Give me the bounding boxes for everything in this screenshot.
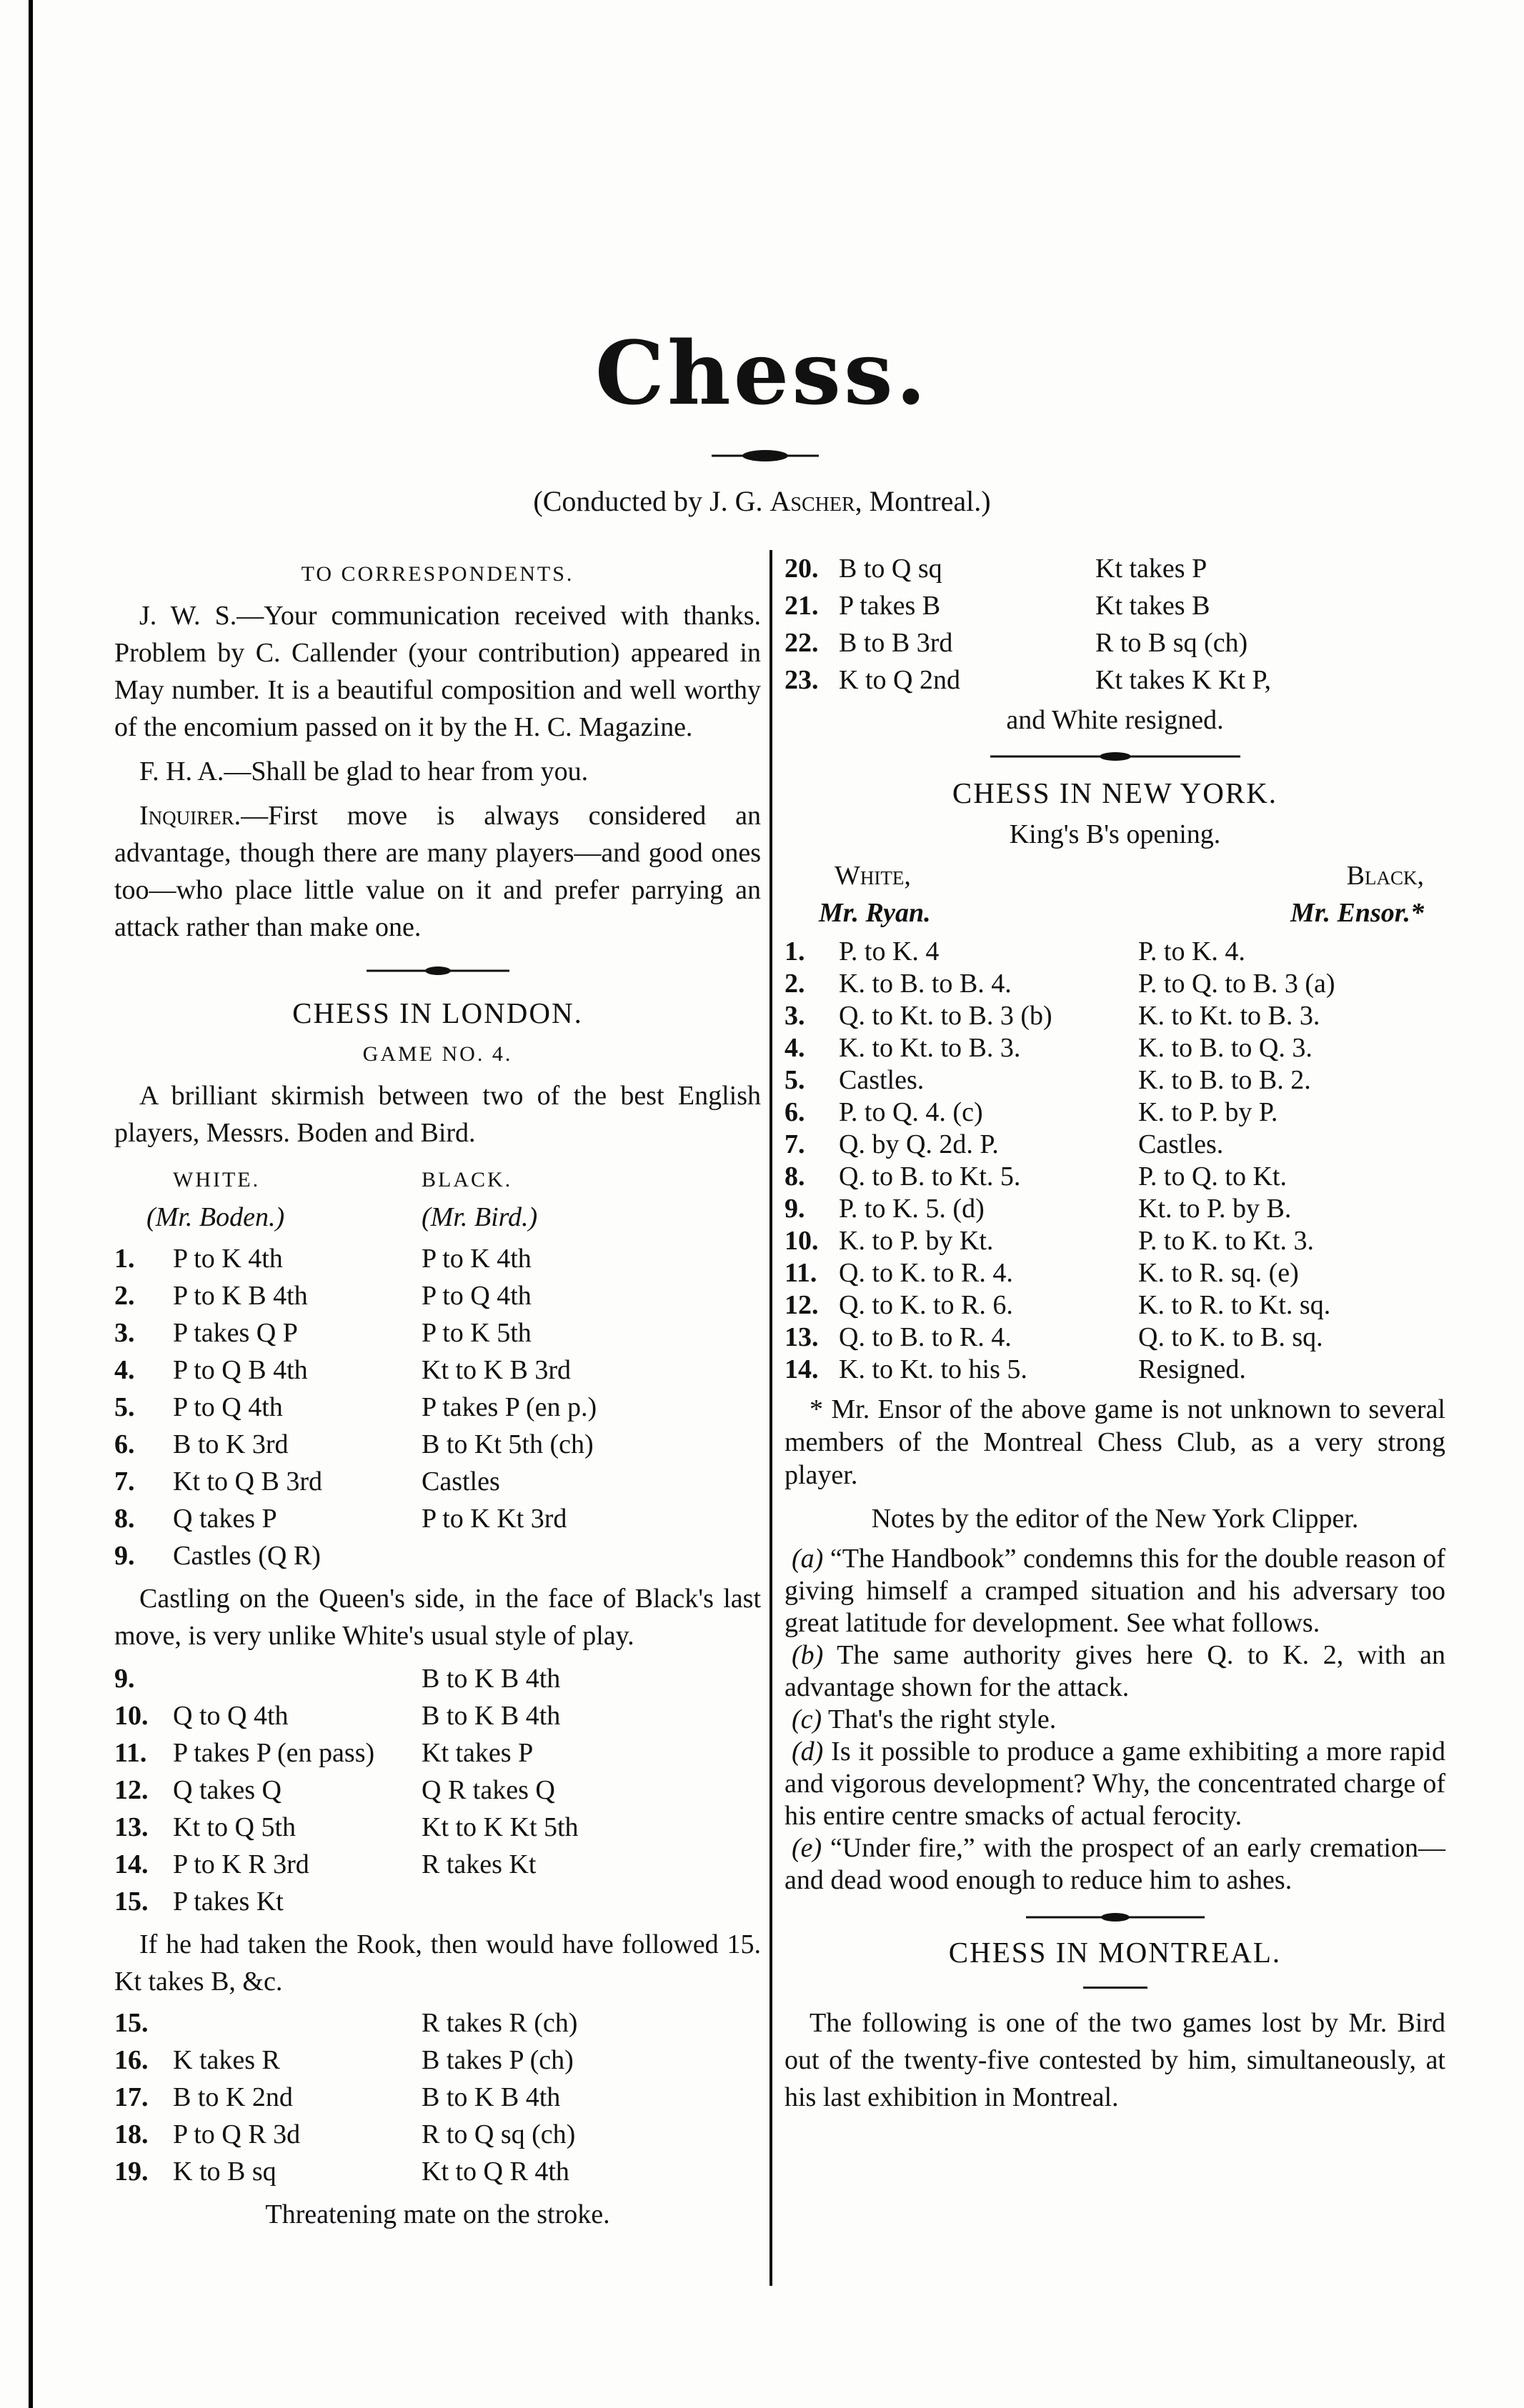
black-move: R to Q sq (ch)	[422, 2119, 576, 2149]
white-move-text: Q takes P	[173, 1504, 277, 1534]
black-move: R takes Kt	[422, 1849, 537, 1879]
white-move	[785, 1193, 1138, 1225]
white-move	[785, 1289, 1138, 1322]
black-move: K. to P. by P.	[1138, 1097, 1278, 1127]
white-move-text: Kt to Q 5th	[173, 1812, 297, 1842]
white-move	[785, 1032, 1138, 1064]
white-move	[785, 1257, 1138, 1289]
editor-note	[785, 1736, 1445, 1832]
white-move	[785, 661, 1095, 699]
white-move	[114, 2042, 422, 2079]
black-move: K. to B. to B. 2.	[1138, 1065, 1311, 1095]
section-rule	[990, 751, 1240, 761]
move-number: 6.	[114, 1429, 135, 1459]
correspondent-jws: J. W. S.—Your communication received with thanks. Problem by C. Callender (your contribution) appeared in May number. It is a beautiful composition and well worthy of the encomium passed on it by the H. C. Magazine.	[114, 601, 761, 742]
white-move	[785, 1354, 1138, 1386]
white-move-text: Q. to B. to Kt. 5.	[839, 1161, 1021, 1191]
move-number: 11.	[785, 1258, 817, 1288]
london-moves-continued	[785, 550, 1445, 699]
london-comment-1: Castling on the Queen's side, in the face of Black's last move, is very unlike White's usual style of play.	[114, 1584, 761, 1651]
black-move: P. to K. to Kt. 3.	[1138, 1226, 1314, 1256]
white-move-text: K. to B. to B. 4.	[839, 969, 1012, 999]
white-move-text: B to K 3rd	[173, 1429, 289, 1459]
note-label: (a)	[792, 1544, 824, 1574]
section-rule	[367, 966, 509, 976]
white-move-text: Q takes Q	[173, 1775, 282, 1805]
white-move-text: P to Q R 3d	[173, 2119, 301, 2149]
black-move: P. to Q. to Kt.	[1138, 1161, 1287, 1191]
white-move	[114, 1734, 422, 1772]
white-move-text: Q. to K. to R. 6.	[839, 1290, 1013, 1320]
white-move	[114, 1314, 422, 1352]
new-york-heading: CHESS IN NEW YORK.	[952, 776, 1278, 809]
black-move: R takes R (ch)	[422, 2008, 578, 2038]
move-number: 6.	[785, 1097, 805, 1127]
white-move	[114, 1846, 422, 1883]
column-divider	[770, 550, 772, 2286]
black-move: Castles	[422, 1467, 500, 1497]
move-number: 5.	[785, 1065, 805, 1095]
black-move: Kt takes K Kt P,	[1095, 665, 1271, 695]
move-number: 7.	[114, 1467, 135, 1497]
black-label: BLACK.	[422, 1168, 513, 1191]
black-move: Kt to K Kt 5th	[422, 1812, 579, 1842]
white-move	[785, 1064, 1138, 1096]
note-label: (e)	[792, 1833, 822, 1863]
note-label: (c)	[792, 1704, 822, 1734]
white-move	[114, 2116, 422, 2153]
editor-note	[785, 1832, 1445, 1897]
white-move-text: Q. to K. to R. 4.	[839, 1258, 1013, 1288]
note-text: That's the right style.	[822, 1704, 1057, 1734]
white-move	[114, 1660, 422, 1697]
white-move	[114, 1389, 422, 1426]
white-move-text: P to Q 4th	[173, 1392, 283, 1422]
white-move	[785, 1225, 1138, 1257]
editor-note	[785, 1704, 1445, 1736]
move-number: 14.	[785, 1354, 819, 1384]
white-move	[785, 968, 1138, 1000]
inquirer-note	[114, 797, 761, 946]
black-move: B to Kt 5th (ch)	[422, 1429, 594, 1459]
black-move: Kt takes P	[1095, 554, 1207, 584]
black-move: B to K B 4th	[422, 1664, 561, 1694]
montreal-intro: The following is one of the two games lost by Mr. Bird out of the twenty-five contested by him, simultaneously, at his last exhibition in Montreal.	[785, 2008, 1445, 2112]
black-move: B to K B 4th	[422, 1701, 561, 1731]
black-move: P. to Q. to B. 3 (a)	[1138, 969, 1335, 999]
white-move-text: B to Q sq	[839, 554, 942, 584]
white-move-text: Q. to B. to R. 4.	[839, 1322, 1012, 1352]
ny-white-label: White,	[835, 861, 911, 891]
black-move: Kt takes B	[1095, 591, 1210, 621]
move-number: 10.	[785, 1226, 819, 1256]
black-move: R to B sq (ch)	[1095, 628, 1248, 658]
white-move-text: P. to Q. 4. (c)	[839, 1097, 983, 1127]
white-move	[114, 1809, 422, 1846]
white-move	[785, 587, 1095, 624]
black-move: K. to R. to Kt. sq.	[1138, 1290, 1331, 1320]
black-move: Q R takes Q	[422, 1775, 555, 1805]
white-move-text: K to B sq	[173, 2157, 277, 2187]
black-move: P to K 5th	[422, 1318, 532, 1348]
black-move: P to K 4th	[422, 1244, 532, 1274]
white-move-text: P to K B 4th	[173, 1281, 308, 1311]
move-number: 5.	[114, 1392, 135, 1422]
black-move: K. to Kt. to B. 3.	[1138, 1001, 1320, 1031]
correspondents-heading: TO CORRESPONDENTS.	[301, 562, 574, 586]
move-number: 7.	[785, 1129, 805, 1159]
white-move	[114, 1277, 422, 1314]
black-move: Resigned.	[1138, 1354, 1246, 1384]
white-move	[785, 1000, 1138, 1032]
white-move	[114, 1240, 422, 1277]
black-move: Kt. to P. by B.	[1138, 1194, 1292, 1224]
move-number: 12.	[114, 1775, 149, 1805]
move-number: 2.	[114, 1281, 135, 1311]
kings-bishop-opening: King's B's opening.	[1009, 819, 1221, 849]
note-label: (b)	[792, 1640, 824, 1670]
white-move-text: K. to Kt. to B. 3.	[839, 1033, 1021, 1063]
ny-white-player: Mr. Ryan.	[819, 898, 931, 928]
move-number: 1.	[114, 1244, 135, 1274]
white-move-text: P to K 4th	[173, 1244, 283, 1274]
move-number: 8.	[785, 1161, 805, 1191]
london-moves-part2	[114, 1660, 761, 1920]
right-column	[785, 550, 1445, 2116]
white-move	[114, 1883, 422, 1920]
threatening-mate: Threatening mate on the stroke.	[265, 2199, 610, 2229]
london-moves-part1	[114, 1240, 761, 1574]
conducted-by-line	[0, 484, 1524, 518]
white-move-text: B to K 2nd	[173, 2082, 293, 2112]
white-move	[785, 1161, 1138, 1193]
white-move-text: Q to Q 4th	[173, 1701, 289, 1731]
london-players-header	[114, 1161, 761, 1236]
note-text: “The Handbook” condemns this for the double reason of giving himself a cramped situation and his adversary too great latitude for development. See what follows.	[785, 1544, 1445, 1638]
white-move-text: P to Q B 4th	[173, 1355, 308, 1385]
black-move: Kt to Q R 4th	[422, 2157, 569, 2187]
correspondent-fha: F. H. A.—Shall be glad to hear from you.	[139, 756, 589, 786]
black-move: P to Q 4th	[422, 1281, 532, 1311]
move-number: 3.	[785, 1001, 805, 1031]
move-number: 15.	[114, 2008, 149, 2038]
white-move	[785, 1322, 1138, 1354]
black-move: K. to R. sq. (e)	[1138, 1258, 1299, 1288]
move-number: 9.	[114, 1541, 135, 1571]
conducted-name: Ascher	[770, 485, 855, 517]
black-move: P. to K. 4.	[1138, 936, 1245, 966]
black-move	[422, 1883, 761, 1920]
white-move	[785, 936, 1138, 968]
white-move-text: Q. to Kt. to B. 3 (b)	[839, 1001, 1052, 1031]
white-label: WHITE.	[173, 1168, 261, 1191]
title-ornament	[712, 449, 819, 463]
montreal-heading: CHESS IN MONTREAL.	[948, 1936, 1282, 1969]
page-title: Chess.	[594, 321, 930, 424]
move-number: 18.	[114, 2119, 149, 2149]
montreal-short-rule	[1083, 1987, 1147, 1989]
inquirer-text: —First move is always considered an advantage, though there are many players—and good ones too—who place little value on it and prefer parrying an attack rather than make one.	[114, 801, 761, 942]
white-move	[114, 1352, 422, 1389]
move-number: 8.	[114, 1504, 135, 1534]
white-move-text: Castles.	[839, 1065, 925, 1095]
london-moves-part3	[114, 2004, 761, 2190]
move-number: 10.	[114, 1701, 149, 1731]
move-number: 13.	[114, 1812, 149, 1842]
conducted-prefix: (Conducted by J. G.	[533, 485, 770, 517]
move-number: 19.	[114, 2157, 149, 2187]
white-move-text: Kt to Q B 3rd	[173, 1467, 322, 1497]
white-move-text: P takes B	[839, 591, 941, 621]
white-move-text: Castles (Q R)	[173, 1541, 321, 1571]
white-move	[114, 1500, 422, 1537]
move-number: 17.	[114, 2082, 149, 2112]
move-number: 22.	[785, 628, 819, 658]
white-move	[114, 1697, 422, 1734]
move-number: 23.	[785, 665, 819, 695]
white-move-text: K to Q 2nd	[839, 665, 960, 695]
move-number: 16.	[114, 2045, 149, 2075]
ensor-footnote: * Mr. Ensor of the above game is not unknown to several members of the Montreal Chess Club, as a very strong player.	[785, 1394, 1445, 1490]
white-move-text: K. to P. by Kt.	[839, 1226, 994, 1256]
london-comment-2: If he had taken the Rook, then would have followed 15. Kt takes B, &c.	[114, 1929, 761, 1997]
editor-note	[785, 1639, 1445, 1704]
move-number: 15.	[114, 1887, 149, 1917]
white-move	[114, 2079, 422, 2116]
london-heading: CHESS IN LONDON.	[292, 996, 583, 1029]
white-move	[114, 1537, 422, 1574]
black-move: P takes P (en p.)	[422, 1392, 597, 1422]
new-york-moves	[785, 936, 1445, 1386]
game-number: GAME NO. 4.	[362, 1042, 513, 1066]
london-intro: A brilliant skirmish between two of the best English players, Messrs. Boden and Bird.	[114, 1081, 761, 1148]
white-move-text: P takes Kt	[173, 1887, 284, 1917]
move-number: 2.	[785, 969, 805, 999]
white-move	[114, 1772, 422, 1809]
white-move	[785, 1129, 1138, 1161]
black-move	[422, 1537, 761, 1574]
notes-heading: Notes by the editor of the New York Clipper.	[871, 1504, 1359, 1534]
move-number: 3.	[114, 1318, 135, 1348]
white-move	[114, 2004, 422, 2042]
move-number: 4.	[114, 1355, 135, 1385]
white-move	[114, 1463, 422, 1500]
move-number: 13.	[785, 1322, 819, 1352]
black-move: P to K Kt 3rd	[422, 1504, 567, 1534]
white-move	[785, 1096, 1138, 1129]
move-number: 9.	[114, 1664, 135, 1694]
move-number: 21.	[785, 591, 819, 621]
white-move-text: Q. by Q. 2d. P.	[839, 1129, 999, 1159]
white-move-text: K. to Kt. to his 5.	[839, 1354, 1027, 1384]
black-move: Q. to K. to B. sq.	[1138, 1322, 1323, 1352]
black-move: Kt takes P	[422, 1738, 534, 1768]
conducted-suffix: , Montreal.)	[855, 485, 991, 517]
move-number: 1.	[785, 936, 805, 966]
black-player: (Mr. Bird.)	[422, 1202, 538, 1232]
notes-list	[785, 1543, 1445, 1897]
black-move: B takes P (ch)	[422, 2045, 574, 2075]
section-rule	[1026, 1912, 1205, 1922]
note-label: (d)	[792, 1737, 824, 1767]
black-move: Castles.	[1138, 1129, 1224, 1159]
move-number: 11.	[114, 1738, 147, 1768]
white-move-text: P takes P (en pass)	[173, 1738, 375, 1768]
black-move: B to K B 4th	[422, 2082, 561, 2112]
white-move-text: P. to K. 5. (d)	[839, 1194, 985, 1224]
white-move	[114, 1426, 422, 1463]
new-york-players-header	[785, 857, 1445, 931]
white-move-text: P takes Q P	[173, 1318, 298, 1348]
white-move-text: P to K R 3rd	[173, 1849, 309, 1879]
ny-black-label: Black,	[1346, 861, 1424, 891]
ny-black-player: Mr. Ensor.*	[1290, 898, 1424, 928]
white-move-text: B to B 3rd	[839, 628, 953, 658]
left-column	[114, 556, 761, 2233]
white-move	[114, 2153, 422, 2190]
black-move: Kt to K B 3rd	[422, 1355, 571, 1385]
white-move-text: K takes R	[173, 2045, 280, 2075]
white-player: (Mr. Boden.)	[146, 1202, 285, 1232]
white-resigned: and White resigned.	[1006, 705, 1224, 735]
move-number: 20.	[785, 554, 819, 584]
white-move-text: P. to K. 4	[839, 936, 940, 966]
white-move	[785, 624, 1095, 661]
note-text: “Under fire,” with the prospect of an early cremation—and dead wood enough to reduce him to ashes.	[785, 1833, 1445, 1895]
black-move: K. to B. to Q. 3.	[1138, 1033, 1313, 1063]
white-move	[785, 550, 1095, 587]
editor-note	[785, 1543, 1445, 1639]
move-number: 9.	[785, 1194, 805, 1224]
move-number: 4.	[785, 1033, 805, 1063]
move-number: 12.	[785, 1290, 819, 1320]
note-text: The same authority gives here Q. to K. 2, with an advantage shown for the attack.	[785, 1640, 1445, 1702]
note-text: Is it possible to produce a game exhibiting a more rapid and vigorous development? Why, the concentrated charge of his entire centre smacks of actual ferocity.	[785, 1737, 1445, 1831]
inquirer-name: Inquirer.	[139, 801, 241, 831]
move-number: 14.	[114, 1849, 149, 1879]
